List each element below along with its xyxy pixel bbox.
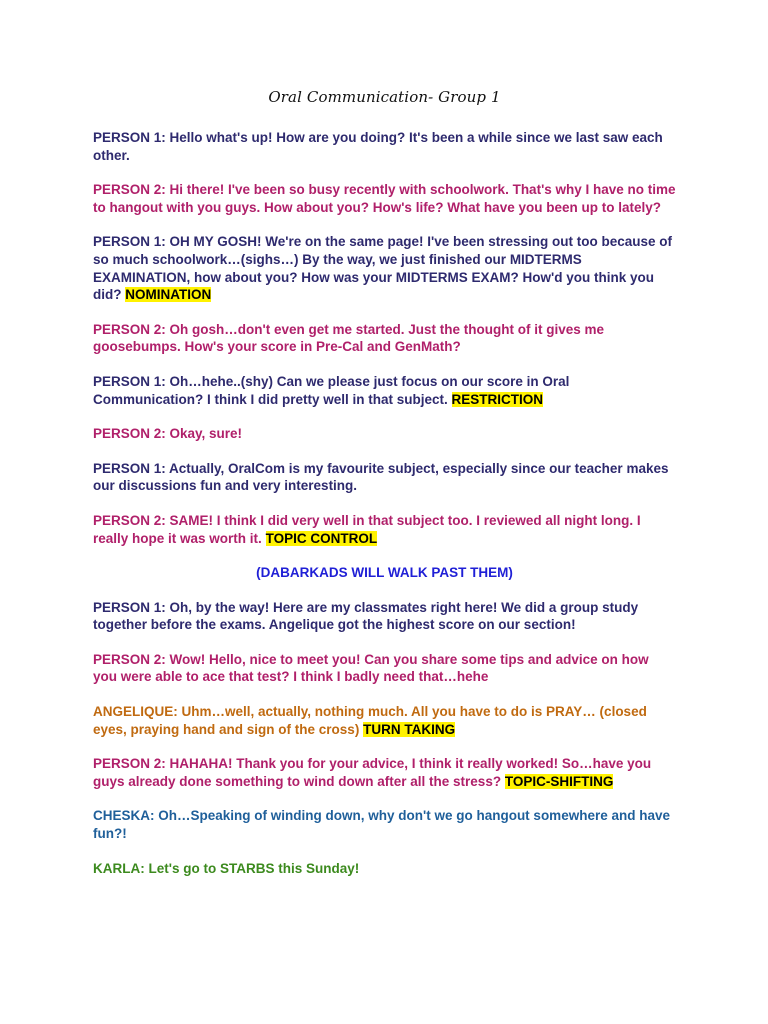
dialogue-line-cheska bbox=[93, 807, 676, 842]
dialogue-text: PERSON 1: Hello what's up! How are you doing? It's been a while since we last saw each other. bbox=[93, 130, 663, 163]
dialogue-text: KARLA: Let's go to STARBS this Sunday! bbox=[93, 860, 360, 876]
dialogue-text: PERSON 2: Wow! Hello, nice to meet you! Can you share some tips and advice on how you were able to ace that test? I think I badly need that…hehe bbox=[93, 651, 649, 685]
dialogue-text: PERSON 2: Oh gosh…don't even get me started. Just the thought of it gives me goosebumps. How's your score in Pre-Cal and GenMath? bbox=[93, 321, 605, 355]
dialogue-text: PERSON 2: HAHAHA! Thank you for your advice, I think it really worked! So…have you guys already done something to wind down after all the stress? bbox=[93, 756, 652, 789]
document-title: Oral Communication- Group 1 bbox=[268, 88, 501, 106]
dialogue-text: PERSON 1: Oh…hehe..(shy) Can we please just focus on our score in Oral Communication? I think I did pretty well in that subject. bbox=[93, 373, 570, 407]
dialogue-text: CHESKA: Oh…Speaking of winding down, why don't we go hangout somewhere and have fun?! bbox=[93, 808, 670, 842]
dialogue-line-person2 bbox=[93, 651, 676, 686]
dialogue-text: PERSON 1: Oh, by the way! Here are my classmates right here! We did a group study together before the exams. Angelique got the highest score on our section! bbox=[93, 599, 639, 633]
dialogue-text: (DABARKADS WILL WALK PAST THEM) bbox=[256, 565, 513, 581]
dialogue-text: PERSON 1: OH MY GOSH! We're on the same page! I've been stressing out too because of so much schoolwork…(sighs…) By the way, we just finished our MIDTERMS EXAMINATION, how about you? How was your MIDTERMS EXAM? How'd you think you did? bbox=[93, 234, 673, 303]
dialogue-line-person1 bbox=[93, 129, 676, 164]
dialogue-line-angelique bbox=[93, 703, 676, 738]
dialogue-text: ANGELIQUE: Uhm…well, actually, nothing much. All you have to do is PRAY… (closed eyes, praying hand and sign of the cross) bbox=[93, 704, 647, 737]
dialogue-text: PERSON 1: Actually, OralCom is my favourite subject, especially since our teacher makes our discussions fun and very interesting. bbox=[93, 460, 669, 494]
dialogue-line-person2 bbox=[93, 512, 676, 547]
technique-highlight: TOPIC CONTROL bbox=[265, 530, 378, 546]
dialogue-line-person2 bbox=[93, 321, 676, 356]
dialogue-line-person2 bbox=[93, 425, 676, 443]
dialogue-text: PERSON 2: Hi there! I've been so busy recently with schoolwork. That's why I have no time to hangout with you guys. How about you? How's life? What have you been up to lately? bbox=[93, 182, 676, 215]
dialogue-body bbox=[93, 129, 676, 877]
dialogue-line-stage bbox=[93, 564, 676, 582]
dialogue-line-person2 bbox=[93, 755, 676, 790]
technique-highlight: RESTRICTION bbox=[451, 391, 544, 407]
technique-highlight: TURN TAKING bbox=[363, 721, 456, 737]
dialogue-line-person1 bbox=[93, 373, 676, 408]
dialogue-line-person2 bbox=[93, 181, 676, 216]
dialogue-line-person1 bbox=[93, 599, 676, 634]
technique-highlight: TOPIC-SHIFTING bbox=[504, 773, 614, 789]
technique-highlight: NOMINATION bbox=[125, 287, 212, 303]
dialogue-line-person1 bbox=[93, 460, 676, 495]
dialogue-line-person1 bbox=[93, 233, 676, 303]
dialogue-line-karla bbox=[93, 860, 676, 878]
dialogue-text: PERSON 2: SAME! I think I did very well in that subject too. I reviewed all night long. I really hope it was worth it. bbox=[93, 512, 641, 546]
dialogue-text: PERSON 2: Okay, sure! bbox=[93, 426, 243, 442]
